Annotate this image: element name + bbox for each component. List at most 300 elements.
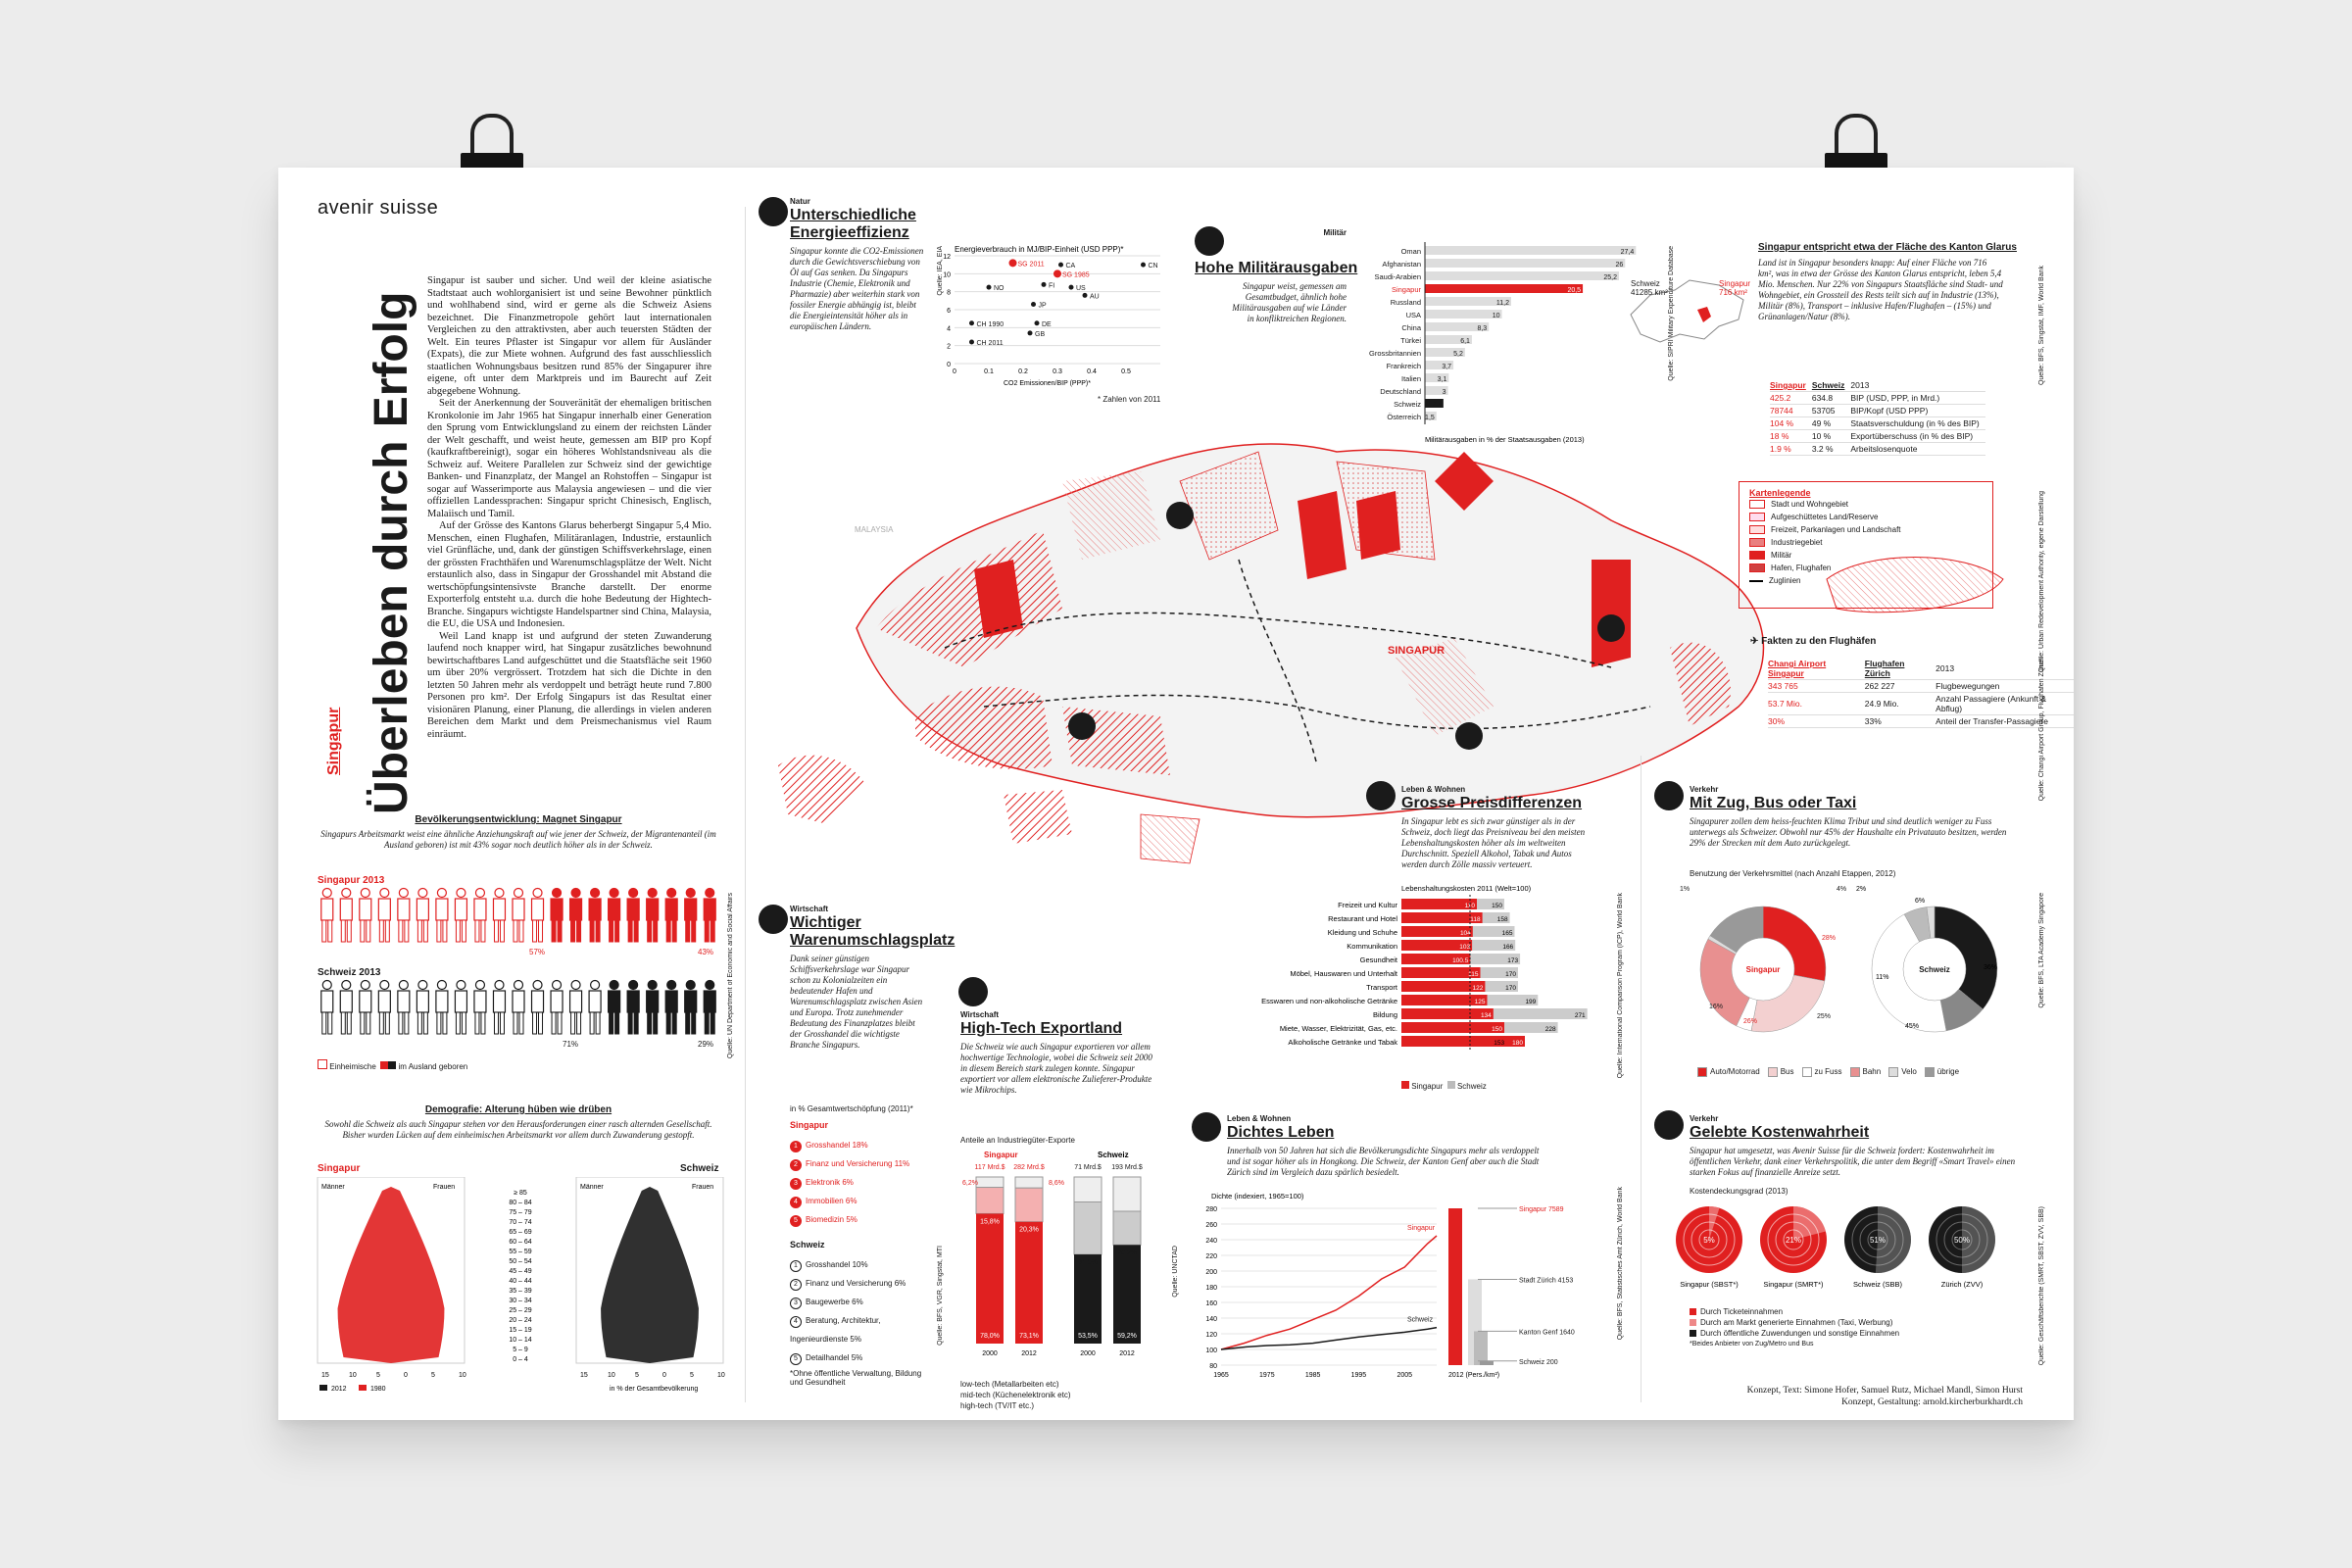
- population-section: [318, 814, 719, 851]
- map-source: Quelle: Urban Redevelopment Authority, eigene Darstellung: [2038, 491, 2045, 673]
- cell: 104 %: [1770, 417, 1812, 430]
- density-line-chart: [1192, 1189, 1613, 1404]
- tree-map-icon: [1166, 502, 1194, 529]
- cost-label: Singapur (SBST*): [1680, 1280, 1739, 1289]
- bar-label: Esswaren und non-alkoholische Getränke: [1261, 997, 1397, 1005]
- ht-high-value: 59,2%: [1117, 1333, 1137, 1340]
- person-leg: [571, 920, 575, 942]
- bar-label: Frankreich: [1386, 362, 1421, 370]
- bar-label: Italien: [1400, 374, 1421, 383]
- person-leg: [456, 1012, 460, 1034]
- chip-icon: [958, 977, 988, 1006]
- bar-value: 26: [1615, 262, 1624, 269]
- person-leg: [443, 920, 447, 942]
- person-body: [321, 991, 333, 1012]
- cell: 33%: [1865, 715, 1936, 728]
- pie-value: 2%: [1856, 886, 1867, 893]
- person-body: [436, 991, 448, 1012]
- person-figure: [513, 889, 524, 943]
- legend-swatch: [1690, 1308, 1696, 1315]
- ht-high-value: 78,0%: [980, 1333, 1000, 1340]
- ht-total: 282 Mrd.$: [1013, 1164, 1045, 1171]
- person-leg: [361, 1012, 365, 1034]
- person-body: [360, 899, 371, 920]
- y-tick: 160: [1205, 1300, 1217, 1307]
- rank-badge: 3: [790, 1298, 802, 1309]
- bar-label: Bildung: [1372, 1010, 1397, 1019]
- legend-text: Zuglinien: [1769, 576, 1801, 585]
- costtruth-subtitle: Kostendeckungsgrad (2013): [1690, 1187, 1788, 1196]
- person-body: [455, 899, 466, 920]
- person-leg: [666, 920, 670, 942]
- intro-text: [427, 275, 711, 741]
- point-label: FI: [1049, 282, 1055, 290]
- person-head: [686, 889, 695, 898]
- prices-legend: [1401, 1081, 1487, 1091]
- sg-2013-label: Singapur 2013: [318, 875, 385, 886]
- ht-mid-segment: [976, 1188, 1004, 1214]
- energy-title-2: Energieeffizienz: [790, 224, 909, 241]
- y-tick: 280: [1205, 1206, 1217, 1213]
- cell: 18 %: [1770, 430, 1812, 443]
- person-leg: [462, 1012, 466, 1034]
- person-body: [493, 991, 505, 1012]
- price-value-ch: 170: [1505, 971, 1516, 978]
- trade-item: [790, 1348, 927, 1367]
- y-tick: 180: [1205, 1285, 1217, 1292]
- cell: Staatsverschuldung (in % des BIP): [1850, 417, 1984, 430]
- rank-badge: 2: [790, 1159, 802, 1171]
- person-leg: [577, 1012, 581, 1034]
- age-label: 5 – 9: [513, 1347, 528, 1353]
- ht-mid-segment: [1074, 1202, 1102, 1255]
- person-leg: [462, 920, 466, 942]
- person-figure: [378, 889, 390, 943]
- legend-local: Einheimische: [329, 1062, 376, 1071]
- person-head: [706, 981, 714, 990]
- person-figure: [436, 981, 448, 1035]
- scatter-point: [969, 340, 974, 345]
- person-leg: [494, 920, 498, 942]
- person-body: [416, 899, 428, 920]
- person-figure: [609, 889, 620, 943]
- pie-value: 45%: [1905, 1023, 1920, 1030]
- person-leg: [654, 1012, 658, 1034]
- glarus-head-year: 2013: [1850, 379, 1984, 392]
- bar-label: Deutschland: [1380, 387, 1421, 396]
- pie-value: 26%: [1743, 1018, 1758, 1025]
- person-head: [629, 889, 638, 898]
- person-head: [418, 889, 427, 898]
- point-label: JP: [1038, 302, 1047, 310]
- person-body: [532, 899, 544, 920]
- energy-source: Quelle: IEA, EIA: [937, 246, 944, 296]
- person-body: [398, 899, 410, 920]
- ht-high-value: 73,1%: [1019, 1333, 1039, 1340]
- energy-text: Singapur konnte die CO2-Emissionen durch die Gewichtsverschiebung von Öl auf Gas senken. Da Singapurs Industrie (Chemie, Elektronik und Pharmazie) aber weiterhin stark von fossiler Energie abhängig ist, bleibt die Energieintensität höher als in europäischen Ländern.: [790, 246, 924, 331]
- person-leg: [417, 920, 421, 942]
- person-leg: [475, 920, 479, 942]
- person-body: [665, 899, 677, 920]
- legend-2012-swatch: [319, 1385, 327, 1391]
- y-tick: 12: [943, 254, 951, 261]
- pie-value: 11%: [1876, 974, 1889, 981]
- person-leg: [423, 920, 427, 942]
- legend-text: Velo: [1901, 1067, 1917, 1077]
- sg-people-row: [318, 887, 719, 944]
- person-leg: [500, 920, 504, 942]
- age-label: ≥ 85: [514, 1190, 527, 1197]
- chart-title: Energieverbrauch in MJ/BIP-Einheit (USD PPP)*: [955, 246, 1124, 254]
- person-body: [474, 991, 486, 1012]
- cost-legend-item: [1690, 1328, 1899, 1339]
- person-leg: [552, 920, 556, 942]
- price-value-ch: 271: [1574, 1012, 1586, 1019]
- glarus-sg-name: Singapur: [1719, 279, 1751, 288]
- person-leg: [341, 1012, 345, 1034]
- person-body: [665, 991, 677, 1012]
- skyscraper-icon: [1192, 1112, 1221, 1142]
- person-figure: [321, 981, 333, 1035]
- point-label: CN: [1148, 263, 1158, 270]
- age-label: 55 – 59: [509, 1249, 532, 1255]
- map-legend-item: [1749, 574, 1983, 587]
- person-figure: [589, 889, 601, 943]
- density-label: Singapur 7589: [1519, 1206, 1564, 1213]
- person-body: [532, 991, 544, 1012]
- ht-ch-label: Schweiz: [1098, 1151, 1129, 1159]
- legend-1980-swatch: [359, 1385, 367, 1391]
- person-figure: [627, 889, 639, 943]
- person-figure: [685, 981, 697, 1035]
- bar-label: Österreich: [1387, 413, 1421, 421]
- person-figure: [436, 889, 448, 943]
- ht-top-value: 8,6%: [1049, 1180, 1064, 1187]
- person-leg: [500, 1012, 504, 1034]
- bar-label: USA: [1405, 311, 1421, 319]
- cell: 78744: [1770, 405, 1812, 417]
- scatter-point: [1083, 293, 1088, 298]
- x-axis-label: CO2 Emissionen/BIP (PPP)*: [1004, 380, 1091, 387]
- price-value-ch: 228: [1544, 1026, 1556, 1033]
- cell: 24.9 Mio.: [1865, 693, 1936, 715]
- person-leg: [437, 920, 441, 942]
- y-tick: 100: [1205, 1348, 1217, 1354]
- military-bar: [1425, 259, 1625, 268]
- person-figure: [570, 981, 582, 1035]
- legend-swatch: [1749, 564, 1765, 572]
- bar-value: 3,1: [1437, 376, 1447, 383]
- person-body: [589, 991, 601, 1012]
- cell: Flugbewegungen: [1936, 680, 2074, 693]
- cell: Arbeitslosenquote: [1850, 443, 1984, 456]
- airport-table: [1768, 658, 2074, 728]
- person-body: [436, 899, 448, 920]
- trade-ch-label: Schweiz: [790, 1240, 825, 1250]
- cost-legend-item: [1690, 1317, 1899, 1328]
- person-body: [685, 899, 697, 920]
- legend-swatch: [1690, 1319, 1696, 1326]
- person-figure: [474, 889, 486, 943]
- pie-value: 4%: [1837, 886, 1847, 893]
- ht-mid-segment: [1015, 1188, 1043, 1222]
- person-leg: [648, 920, 652, 942]
- map-legend-item: [1749, 562, 1983, 574]
- bar-label: China: [1401, 323, 1421, 332]
- pie-value: 28%: [1822, 935, 1837, 942]
- person-figure: [627, 981, 639, 1035]
- legend-text: Stadt und Wohngebiet: [1771, 500, 1849, 509]
- trade-note: *Ohne öffentliche Verwaltung, Bildung und Gesundheit: [790, 1369, 922, 1387]
- ht-total: 193 Mrd.$: [1111, 1164, 1143, 1171]
- bar-label: Saudi-Arabien: [1374, 272, 1421, 281]
- person-leg: [519, 1012, 523, 1034]
- pie-value: 36%: [1984, 964, 1998, 971]
- cost-label: Schweiz (SBB): [1852, 1280, 1903, 1289]
- tick-label: 0: [404, 1372, 408, 1379]
- legend-text: Industriegebiet: [1771, 538, 1823, 547]
- scatter-point: [1031, 302, 1036, 307]
- hightech-legend: [960, 1379, 1071, 1411]
- person-leg: [399, 920, 403, 942]
- women-label: Frauen: [433, 1184, 456, 1191]
- men-label: Männer: [321, 1184, 345, 1191]
- person-leg: [596, 920, 600, 942]
- pie-value: 6%: [1915, 898, 1926, 905]
- person-leg: [692, 1012, 696, 1034]
- price-value-sg: 110: [1464, 903, 1475, 909]
- density-line: [1221, 1328, 1437, 1349]
- person-head: [342, 889, 351, 898]
- person-body: [378, 899, 390, 920]
- map-legend-item: [1749, 511, 1983, 523]
- density-bar-sg: [1448, 1208, 1462, 1365]
- intro-p2: Seit der Anerkennung der Souveränität der ehemaligen britischen Kronkolonie im Jahr 1965 hat Singapur innerhalb einer Generation den Sprung vom Entwicklungsland zu einem der reichsten Länder der Welt geschafft, und weist heute, gemessen am BIP pro Kopf (kaufkraftbereinigt), sogar ein höheres Wohlstandsniveau als die Schweiz auf. Weitere Parallelen zur Schweiz sind der gewichtige Banken- und Finanzplatz, der Mangel an Rohstoffen – Singapur ist sogar auf Wasserimporte aus Malaysia angewiesen – und die vier offiziellen Landessprachen: Singapur spricht Chinesisch, Englisch, Malaiisch und Tamil.: [427, 398, 711, 519]
- person-leg: [417, 1012, 421, 1034]
- rank-badge: 5: [790, 1353, 802, 1365]
- person-body: [609, 899, 620, 920]
- legend-text: Durch am Markt generierte Einnahmen (Taxi, Werbung): [1700, 1318, 1893, 1327]
- trade-item-label: Baugewerbe 6%: [806, 1298, 863, 1306]
- glarus-head-sg: Singapur: [1770, 379, 1812, 392]
- person-head: [553, 981, 562, 990]
- bar-label: Grossbritannien: [1369, 349, 1421, 358]
- ch-2013-label: Schweiz 2013: [318, 967, 381, 978]
- demography-section: [318, 1104, 719, 1141]
- tree-icon: [759, 197, 788, 226]
- person-leg: [610, 1012, 613, 1034]
- cell: 1.9 %: [1770, 443, 1812, 456]
- pie-center-label: Schweiz: [1919, 965, 1950, 974]
- legend-swatch: [1749, 525, 1765, 534]
- person-leg: [672, 920, 676, 942]
- intro-p3: Auf der Grösse des Kantons Glarus beherbergt Singapur 5,4 Mio. Menschen, einen Flughafen, Militäranlagen, Industrie, erstaunlich viel Grünfläche, und, dank der günstigen Schiffsverkehrslage, einen der grössten Frachthäfen und Warenumschlagsplätze der Welt. Nicht erstaunlich also, dass in Singapur der Grosshandel mit Abstand die wertschöpfungsintensivste Branche darstellt. Der enorme Exporterfolg entsteht u.a. durch die hohe Bedeutung der Hightech-Branche. Singapurs wichtigste Handelspartner sind China, Malaysia, die EU, die USA und Indonesien.: [427, 520, 711, 629]
- bar-value: 6,1: [1460, 338, 1470, 345]
- tick-label: 15: [321, 1372, 329, 1379]
- person-leg: [552, 1012, 556, 1034]
- density-label: Schweiz 200: [1519, 1358, 1558, 1366]
- prices-text: In Singapur lebt es sich zwar günstiger als in der Schweiz, doch liegt das Preisniveau bei den meisten Lebenshaltungskosten höher als im weltweiten Durchschnitt. Speziell Alkohol, Tabak und Autos werden durch Zölle massiv verteuert.: [1401, 816, 1586, 869]
- traffic-kicker: Verkehr: [1690, 785, 1719, 794]
- cost-label: Zürich (ZVV): [1940, 1280, 1984, 1289]
- military-title: Hohe Militärausgaben: [1195, 260, 1358, 276]
- person-body: [360, 991, 371, 1012]
- person-leg: [514, 920, 517, 942]
- chart-title: Dichte (indexiert, 1965=100): [1211, 1192, 1304, 1200]
- person-body: [513, 899, 524, 920]
- legend-text: Hafen, Flughafen: [1771, 564, 1832, 572]
- ht-total: 71 Mrd.$: [1074, 1164, 1102, 1171]
- prices-title: Grosse Preisdifferenzen: [1401, 795, 1583, 811]
- trade-ch-list: [790, 1255, 927, 1367]
- person-head: [610, 981, 618, 990]
- trade-item-label: Immobilien 6%: [806, 1197, 858, 1205]
- person-body: [493, 899, 505, 920]
- person-body: [551, 991, 563, 1012]
- bar-label: Gesundheit: [1359, 956, 1397, 964]
- bar-value: 25,2: [1603, 274, 1617, 281]
- age-label: 75 – 79: [509, 1209, 532, 1216]
- price-value-ch: 173: [1507, 957, 1519, 964]
- person-body: [647, 899, 659, 920]
- ticket-icon: [1654, 1110, 1684, 1140]
- trade-item-label: Finanz und Versicherung 6%: [806, 1279, 906, 1288]
- table-row: [1768, 680, 2074, 693]
- ch-local-pct: 71%: [563, 1040, 579, 1049]
- density-bar: [1474, 1331, 1488, 1365]
- person-head: [380, 889, 389, 898]
- page-title: Überleben durch Erfolg: [366, 291, 417, 814]
- scatter-point: [1054, 270, 1061, 277]
- trade-item-label: Finanz und Versicherung 11%: [806, 1159, 910, 1168]
- person-head: [342, 981, 351, 990]
- person-body: [627, 991, 639, 1012]
- person-head: [591, 889, 600, 898]
- ht-legend-item: low-tech (Metallarbeiten etc): [960, 1380, 1059, 1389]
- person-body: [570, 991, 582, 1012]
- scatter-point: [987, 285, 992, 290]
- traffic-title: Mit Zug, Bus oder Taxi: [1690, 795, 1857, 811]
- trade-item-label: Detailhandel 5%: [806, 1353, 863, 1362]
- person-figure: [321, 889, 333, 943]
- credits-line-1: Konzept, Text: Simone Hofer, Samuel Rutz, Michael Mandl, Simon Hurst: [1746, 1386, 2023, 1396]
- person-leg: [686, 1012, 690, 1034]
- person-head: [399, 889, 408, 898]
- hightech-source: Quelle: UNCTAD: [1172, 1246, 1179, 1298]
- x-tick: 0: [953, 368, 956, 375]
- glarus-sg-area: 716 km²: [1719, 288, 1747, 297]
- legend-swatch: [1888, 1067, 1898, 1077]
- y-tick: 80: [1209, 1363, 1217, 1370]
- traffic-text: Singapurer zollen dem heiss-feuchten Klima Tribut und sind deutlich weniger zu Fuss unterwegs als Schweizer. Obwohl nur 45% der Haushalte ein Privatauto besitzen, werden 29% der Strecken mit dem Auto zurückgelegt.: [1690, 816, 2007, 848]
- bar-label: Kleidung und Schuhe: [1327, 928, 1397, 937]
- person-figure: [570, 889, 582, 943]
- legend-swatch: [1749, 500, 1765, 509]
- person-leg: [628, 1012, 632, 1034]
- person-leg: [456, 920, 460, 942]
- bar-label: Kommunikation: [1347, 942, 1397, 951]
- svg-text:MALAYSIA: MALAYSIA: [855, 525, 894, 534]
- person-body: [589, 899, 601, 920]
- person-figure: [378, 981, 390, 1035]
- trade-item: [790, 1136, 909, 1154]
- table-row: [1768, 715, 2074, 728]
- tick-label: 10: [608, 1372, 615, 1379]
- person-head: [457, 889, 466, 898]
- legend-text: Militär: [1771, 551, 1792, 560]
- person-figure: [416, 889, 428, 943]
- person-leg: [437, 1012, 441, 1034]
- person-leg: [705, 1012, 709, 1034]
- pie-slice: [1751, 975, 1825, 1032]
- military-kicker: Militär: [1323, 228, 1347, 237]
- person-head: [495, 981, 504, 990]
- person-head: [571, 981, 580, 990]
- costtruth-text: Singapur hat umgesetzt, was Avenir Suisse für die Schweiz fordert: Kostenwahrheit im öffentlichen Verkehr, dank einer Verkehrspolitik, die unter dem Begriff «Smart Travel» einen starken Fokus auf finanzielle Anreize setzt.: [1690, 1146, 2016, 1177]
- cost-value: 50%: [1953, 1236, 1971, 1245]
- point-label: NO: [994, 285, 1004, 293]
- person-body: [570, 899, 582, 920]
- cell: BIP/Kopf (USD PPP): [1850, 405, 1984, 417]
- person-body: [685, 991, 697, 1012]
- bar-value: 20,5: [1567, 287, 1582, 294]
- train-map-icon: [1597, 614, 1625, 642]
- cell: 49 %: [1812, 417, 1851, 430]
- price-value-ch: 166: [1502, 944, 1514, 951]
- person-body: [340, 899, 352, 920]
- person-leg: [379, 1012, 383, 1034]
- person-leg: [596, 1012, 600, 1034]
- person-head: [648, 889, 657, 898]
- person-leg: [361, 920, 365, 942]
- person-leg: [590, 1012, 594, 1034]
- map-legend-title: Kartenlegende: [1749, 488, 1811, 498]
- person-head: [629, 981, 638, 990]
- bar-value: 5,2: [1453, 351, 1463, 358]
- ch-foreign-pct: 29%: [698, 1040, 714, 1049]
- person-head: [571, 889, 580, 898]
- cost-value: 21%: [1785, 1236, 1802, 1245]
- person-figure: [416, 981, 428, 1035]
- person-leg: [481, 1012, 485, 1034]
- person-head: [361, 981, 369, 990]
- price-value-sg: 115: [1468, 971, 1479, 978]
- trade-item: [790, 1274, 927, 1293]
- price-value-ch: 158: [1496, 916, 1508, 923]
- bar-label: Freizeit und Kultur: [1338, 901, 1397, 909]
- airport-title-text: Fakten zu den Flughäfen: [1761, 636, 1877, 647]
- density-label: Stadt Zürich 4153: [1519, 1277, 1574, 1285]
- person-head: [610, 889, 618, 898]
- glarus-source: Quelle: BFS, Singstat, IMF, World Bank: [2038, 266, 2045, 386]
- logo: avenir suisse: [318, 197, 439, 219]
- person-body: [627, 899, 639, 920]
- ht-mid-value: 31,5%: [1078, 1259, 1098, 1267]
- person-head: [514, 981, 523, 990]
- price-value-sg: 100.5: [1452, 957, 1469, 964]
- person-leg: [558, 1012, 562, 1034]
- rank-badge: 4: [790, 1197, 802, 1208]
- bar-label: Schweiz: [1394, 400, 1421, 409]
- chart-title: Militärausgaben in % der Staatsausgaben (2013): [1425, 435, 1585, 444]
- point-label: DE: [1042, 320, 1052, 328]
- person-figure: [340, 981, 352, 1035]
- credits-line-2: Konzept, Gestaltung: arnold.kircherburkhardt.ch: [1841, 1397, 2023, 1407]
- price-value-sg: 134: [1480, 1012, 1492, 1019]
- person-body: [647, 991, 659, 1012]
- scatter-point: [1069, 285, 1074, 290]
- x-tick: 1975: [1259, 1372, 1275, 1379]
